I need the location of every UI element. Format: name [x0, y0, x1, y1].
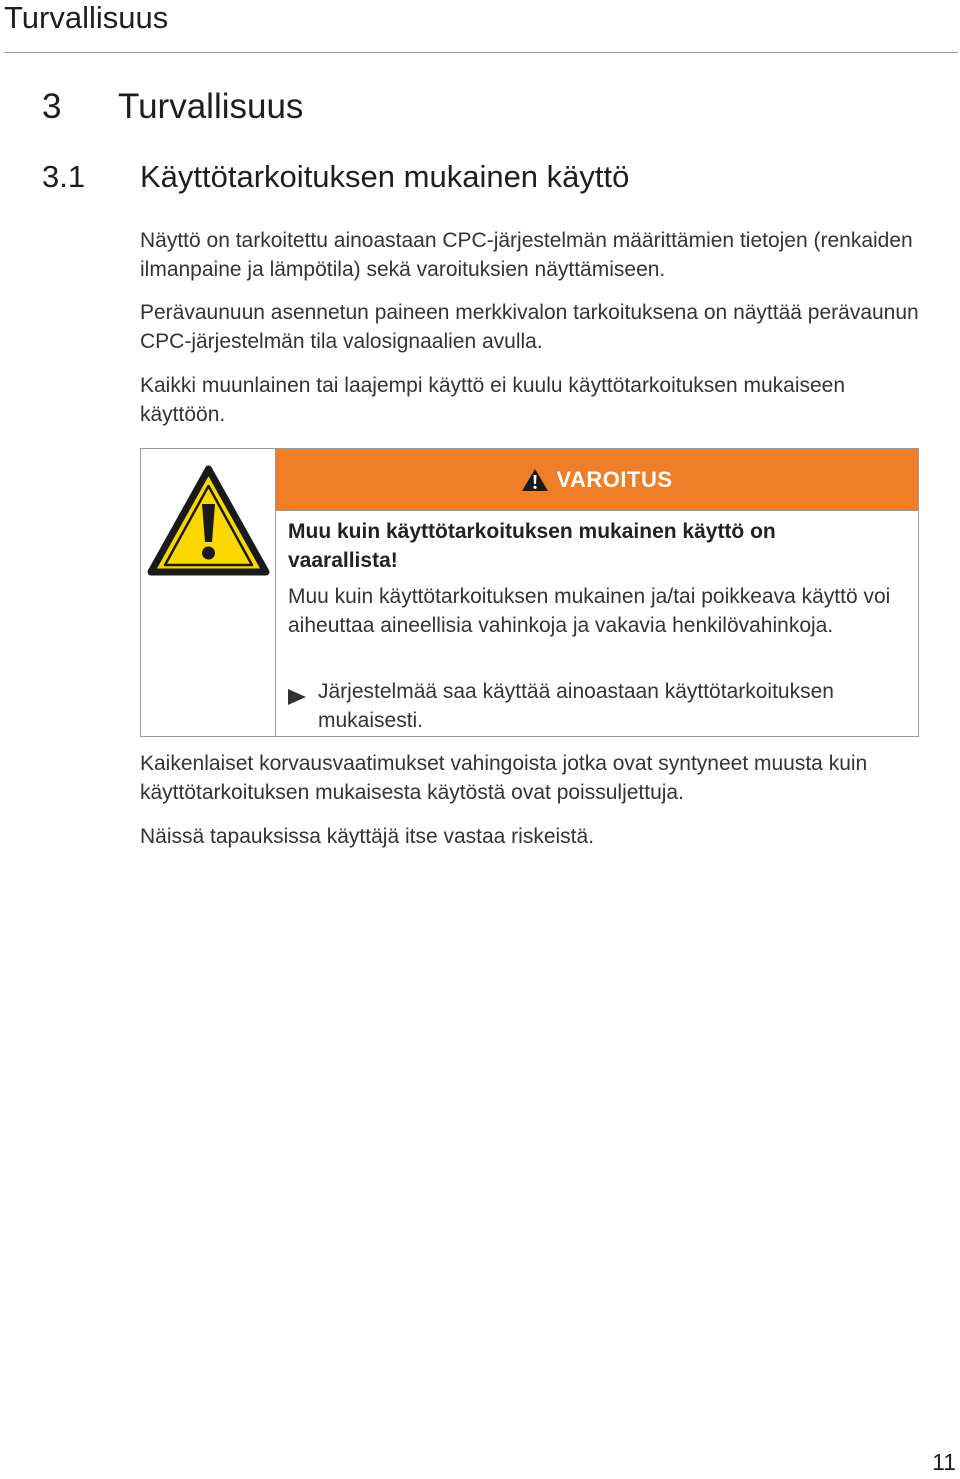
- paragraph-other-use: Kaikki muunlainen tai laajempi käyttö ei kuulu käyttötarkoituksen mukaiseen käyttöön.: [140, 374, 846, 426]
- warning-body: Muu kuin käyttötarkoituksen mukainen ja/tai poikkeava käyttö voi aiheuttaa aineellisia vahinkoja ja vakavia henkilövahinkoja.: [288, 585, 891, 637]
- chapter-heading: [42, 86, 303, 128]
- section-heading: [42, 158, 629, 196]
- chapter-title: Turvallisuus: [118, 87, 304, 126]
- paragraph-intro: Näyttö on tarkoitettu ainoastaan CPC-järjestelmän määrittämien tietojen (renkaiden ilmanpaine ja lämpötila) sekä varoituksien näyttämiseen.: [140, 229, 913, 281]
- section-number: 3.1: [42, 159, 86, 194]
- warning-title: Muu kuin käyttötarkoituksen mukainen käyttö on vaarallista!: [288, 520, 776, 572]
- warning-header: [276, 449, 918, 511]
- warning-label: VAROITUS: [556, 466, 673, 492]
- warning-triangle-icon: [147, 465, 270, 577]
- paragraph-trailer-lamp: Perävaunuun asennetun paineen merkkivalon tarkoituksena on näyttää perävaunun CPC-järjestelmän tila valosignaalien avulla.: [140, 301, 919, 353]
- page-number: 11: [932, 1449, 956, 1475]
- warning-action-text: Järjestelmää saa käyttää ainoastaan käyttötarkoituksen mukaisesti.: [318, 680, 834, 732]
- arrow-right-icon: [288, 684, 306, 700]
- paragraph-risk: Näissä tapauksissa käyttäjä itse vastaa riskeistä.: [140, 825, 595, 848]
- warning-action: [288, 677, 908, 735]
- paragraph-claims: Kaikenlaiset korvausvaatimukset vahingoista jotka ovat syntyneet muusta kuin käyttötarkoituksen mukaisesta käytöstä ovat poissuljettuja.: [140, 752, 868, 804]
- chapter-number: 3: [42, 87, 62, 126]
- warning-triangle-small-icon: [521, 468, 549, 492]
- warning-box: [140, 448, 919, 737]
- header-divider: [4, 52, 958, 53]
- section-title: Käyttötarkoituksen mukainen käyttö: [140, 159, 630, 194]
- running-header: Turvallisuus: [4, 0, 169, 35]
